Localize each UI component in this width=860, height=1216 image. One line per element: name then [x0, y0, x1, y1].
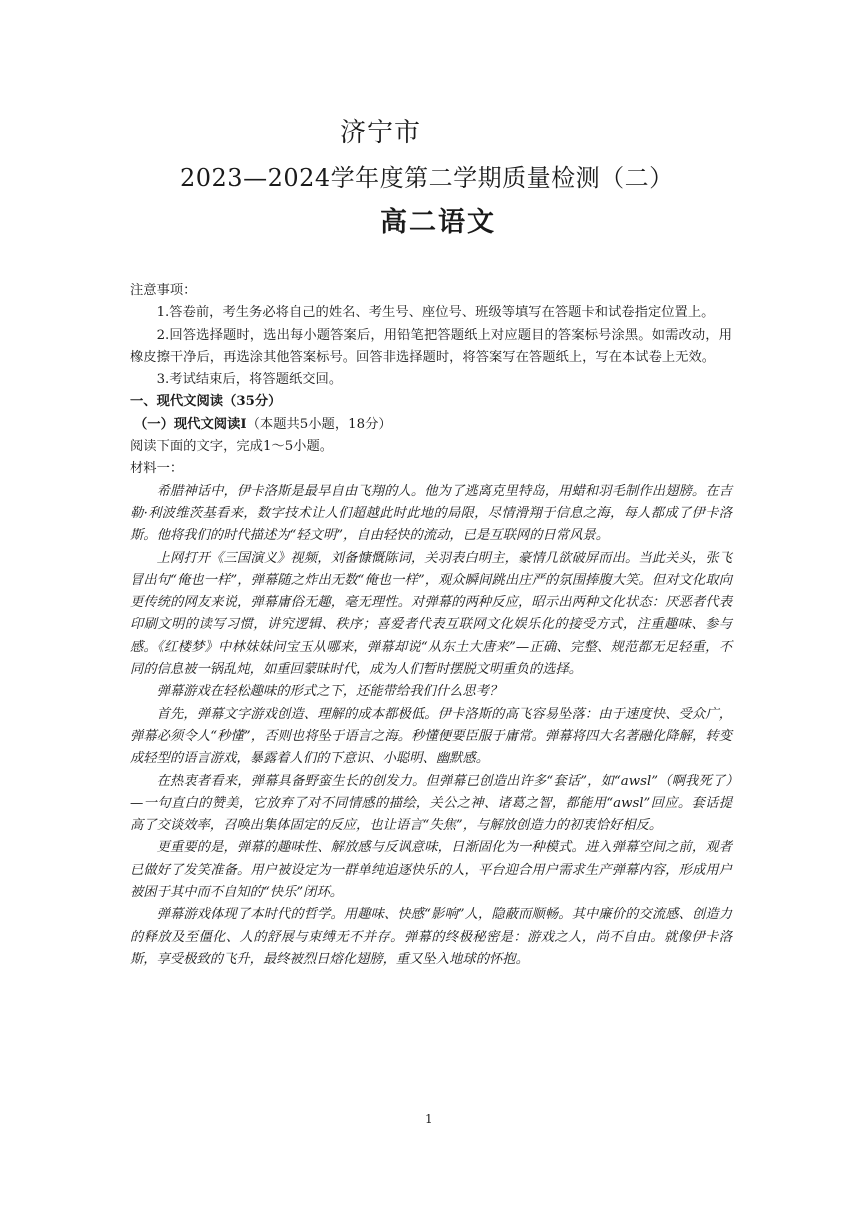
- notice-item-3: 3.考试结束后，将答题纸交回。: [156, 372, 343, 388]
- section-heading: 一、现代文阅读（35分）: [130, 394, 282, 410]
- subsection-heading: [130, 414, 732, 436]
- notice-title: 注意事项：: [130, 283, 197, 298]
- material-paragraph: 希腊神话中，伊卡洛斯是最早自由飞翔的人。他为了逃离克里特岛，用蜡和羽毛制作出翅膀。在吉勒·利波维茨基看来，数字技术让人们超越此时此地的局限，尽情滑翔于信息之海，每人都成了伊卡洛斯。他将我们的时代描述为“轻文明”，自由轻快的流动，已是互联网的日常风景。: [130, 483, 732, 544]
- subsection-note: （本题共5小题，18分）: [246, 416, 392, 432]
- material-paragraph: 首先，弹幕文字游戏创造、理解的成本都极低。伊卡洛斯的高飞容易坠落：由于速度快、受众广，弹幕必须令人“秒懂”，否则也将坠于语言之海。秒懂便要臣服于庸常。弹幕将四大名著融化降解，转变成轻型的语言游戏，暴露着人们的下意识、小聪明、幽默感。: [130, 706, 732, 767]
- subject-title: 高二语文: [380, 207, 496, 237]
- notice-item-1: 1.答卷前，考生务必将自己的姓名、考生号、座位号、班级等填写在答题卡和试卷指定位置上。: [156, 305, 715, 321]
- material-paragraph: 在热衷者看来，弹幕具备野蛮生长的创发力。但弹幕已创造出许多“套话”，如“awsl”（啊我死了）—一句直白的赞美，它放弃了对不同情感的描绘，关公之神、诸葛之智，都能用“awsl”回应。套话提高了交谈效率，召唤出集体固定的反应，也让语言“失焦”，与解放创造力的初衷恰好相反。: [130, 773, 732, 834]
- page-number: 1: [425, 1112, 433, 1126]
- exam-body: [130, 280, 732, 971]
- material-paragraph: 弹幕游戏在轻松趣味的形式之下，还能带给我们什么思考？: [156, 684, 503, 700]
- subsection-title: （一）现代文阅读Ⅰ: [134, 416, 247, 432]
- reading-instruction: 阅读下面的文字，完成1～5小题。: [130, 439, 334, 455]
- material-label: 材料一：: [130, 461, 184, 477]
- city-title: 济宁市: [340, 118, 422, 148]
- material-paragraph: 更重要的是，弹幕的趣味性、解放感与反讽意味，日渐固化为一种模式。进入弹幕空间之前，观者已做好了发笑准备。用户被设定为一群单纯追逐快乐的人，平台迎合用户需求生产弹幕内容，形成用户被困于其中而不自知的“快乐”闭环。: [130, 840, 732, 901]
- term-title: 2023—2024学年度第二学期质量检测（二）: [180, 164, 674, 192]
- material-paragraph: 上网打开《三国演义》视频，刘备慷慨陈词，关羽表白明主，豪情几欲破屏而出。当此关头，张飞冒出句“俺也一样”，弹幕随之炸出无数“俺也一样”，观众瞬间跳出庄严的氛围捧腹大笑。但对文化取向更传统的网友来说，弹幕庸俗无趣，毫无理性。对弹幕的两种反应，昭示出两种文化状态：厌恶者代表印刷文明的读写习惯，讲究逻辑、秩序；喜爱者代表互联网文化娱乐化的接受方式，注重趣味、参与感。《红楼梦》中林妹妹问宝玉从哪来，弹幕却说“从东土大唐来”—正确、完整、规范都无足轻重，不同的信息被一锅乱炖，如重回蒙昧时代，成为人们暂时摆脱文明重负的选择。: [130, 550, 732, 678]
- material-paragraph: 弹幕游戏体现了本时代的哲学。用趣味、快感“影响”人，隐蔽而顺畅。其中廉价的交流感、创造力的释放及至僵化、人的舒展与束缚无不并存。弹幕的终极秘密是：游戏之人，尚不自由。就像伊卡洛斯，享受极致的飞升，最终被烈日熔化翅膀，重又坠入地球的怀抱。: [130, 907, 732, 967]
- notice-item-2: 2.回答选择题时，选出每小题答案后，用铅笔把答题纸上对应题目的答案标号涂黑。如需改动，用橡皮擦干净后，再选涂其他答案标号。回答非选择题时，将答案写在答题纸上，写在本试卷上无效。: [130, 327, 732, 365]
